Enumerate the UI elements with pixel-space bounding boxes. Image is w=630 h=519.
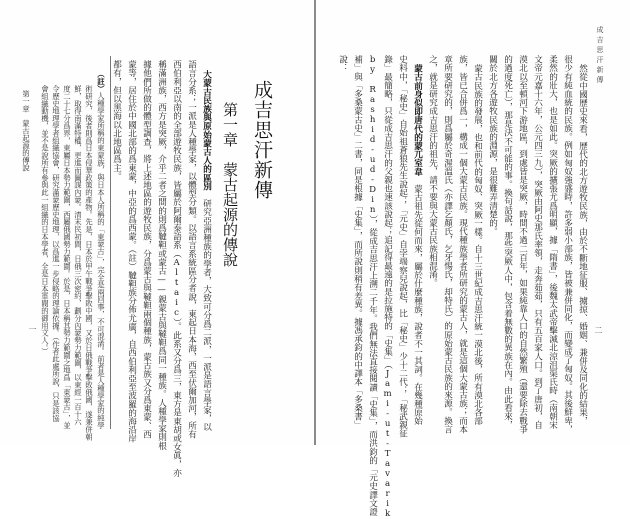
body-column: 的過度死亡），那是決不可能的事。換句話說，那些突厥人中，包含着無數的異族在內。由此看來， [502, 55, 513, 430]
note-column: 會組織動機，並不是說所有參與此一組織的日本學者，全是日本軍閥的御用文人。） [40, 85, 50, 356]
body-column: by Rashid-ud-Din），從成吉思汗上溯二千年。我們無法直接閱讀「史集」，而洪鈞的「元史譯文證 [367, 55, 378, 516]
body-text: 蒙古祖先從何而來，屬於什麼種族，說者不一其詞。在幾種原始 [412, 184, 423, 426]
body-column: 關於北方各遊牧民族的淵源，是很難弄清楚的。 [487, 55, 498, 236]
page-number: 一 [28, 325, 37, 333]
body-column: 說： [337, 55, 348, 73]
chapter-heading: 第一章 蒙古起源的傳說 [221, 102, 239, 267]
note-column: 度二十七分爲界，東屬日本勢力範圍，西屬俄國勢力範圍。於是，日本稱其勢力範圍之地爲「東蒙古」，並 [62, 85, 72, 430]
body-column: 章所要研究的，則爲屬於奇渥溫氏（亦譯乞顏氏，乞牙惕氏，却特氏）的原始蒙古民族的來源。換言 [442, 55, 453, 434]
note-label: （註） [96, 70, 106, 93]
section-heading: 蒙古前身似即唐代的蒙兀室韋 [412, 64, 423, 176]
body-column: 史料中，「秘史」自始祖蒼狼先生說起；「元史」自孛端察兒說起，比「秘史」少十二代；「秘武親征 [397, 55, 408, 438]
running-header: 成吉思汗新傳 [596, 26, 604, 86]
note-column: 令歷史地理學者組織協會，研究滿蒙歷史地理，以爲進一步侵略的理論依據。（作者此處所說，只是該協 [51, 85, 61, 422]
left-page [0, 0, 315, 477]
page-number: 二 [594, 326, 603, 334]
body-column: 蒙等，居住於中國北部的爲東蒙，中亞的爲西蒙。（註）韃靼族分佈尤廣，自西伯利亞至波羅的海沿岸 [126, 60, 137, 443]
body-column: 很少有純血統的民族。例如匈奴強盛時，許多弱小部族，皆被兼併同化，而變成了匈奴。其後鮮卑， [562, 55, 573, 434]
body-column: 文帝元嘉十六年，公元四三九），突厥由阿史那氏率領，走奔茹茹，只有五百家人口。到了唐初，自 [532, 55, 543, 430]
body-column [202, 70, 211, 431]
body-column: 然從中國歷史來看，歷代的北方遊牧民族，由於不斷地征服、擄掠、婚姻、兼併及同化的結果， [577, 64, 588, 426]
body-column [413, 64, 422, 425]
body-column: 錄」最簡略，只從成吉思汗的父親也速該說起；追記得最遠的是拉施特的「史集」（Jami-ut-Tavarik [382, 55, 393, 519]
body-column: 西伯利亞以南的全部遊牧民族，皆屬於阿爾泰語系（Altaic）。此系又分爲三，東方是東胡或女眞，亦 [171, 60, 182, 477]
note-column [97, 70, 104, 429]
body-column: 蒙古民族的發展，也和前代的匈奴、突厥一樣。自十三世紀成吉思汗統一漠北後，所有漠北各部 [472, 64, 483, 426]
body-column: 語言分系；一派是人種學家，以體型分類。以語言系統區分者說，東起日本海，西至伏爾加河，所有 [186, 60, 197, 439]
note-column: 鮮，取得南滿特權，更進而圖謀內蒙。清末民初間，日俄三次密約，劃分內蒙勢力範圍，以東經一百十六 [73, 85, 83, 426]
body-column: 補」與「多桑蒙古史」二書，同是根據「史集」，而所說則稍有差異。據馮承鈞的中譯本「多桑書」 [352, 55, 363, 430]
body-column: 族，皆已合併爲一，構成一個大蒙古民族。現代種族學者所研究的蒙古人，就是這個大蒙古族；而本 [457, 55, 468, 434]
body-column: 柔然的壯大，也是如此。突厥的擴張尤爲明顯，據「隋書」，後魏太武帝擊滅北涼沮渠氏時（南朝宋 [547, 55, 558, 430]
page-footer: 第一章 蒙古起源的傳說 [21, 90, 31, 172]
body-column: 之，就是研究成吉思汗的祖先，請不要與大蒙古民族相混淆。 [427, 55, 438, 288]
notes-divider [110, 56, 111, 429]
body-column: 據他們所做的體型調查，將上述地區的遊牧民族，分爲蒙古與韃靼兩個種族，蒙古族又分爲東蒙、西 [141, 60, 152, 439]
note-text: 人種學家所稱的東蒙族，與日本人所稱的「東蒙古」，完全是兩回事，不可混淆。前者是人種學家的純學 [96, 92, 106, 429]
body-column: 稱滿洲族，西方是突厥，介乎二者之間的則爲韃靼或蒙古——親蒙古與韃靼爲同一種族。人種學家則根 [156, 60, 167, 450]
right-page [316, 0, 630, 519]
body-column: 都有，但以黑海以北地區爲主。 [111, 60, 122, 181]
body-column: 漠北以至頓河下游地區，到處皆是突厥，時間不過二百年，如果純靠人口的自然繁殖（還要除去戰爭 [517, 55, 528, 434]
body-text: 研究亞洲種族的學者，大致可分爲二派，一派是語言學家，以 [201, 199, 212, 432]
note-column: 術研究，後者則爲日本侵華政策的產物。先是，日本於甲午戰爭擊敗中國，又於日俄戰爭擊敗俄國，遂兼併朝 [84, 85, 94, 441]
book-title: 成吉思汗新傳 [251, 80, 273, 200]
section-heading: 大蒙古民族與原始蒙古人的區別 [201, 70, 212, 191]
